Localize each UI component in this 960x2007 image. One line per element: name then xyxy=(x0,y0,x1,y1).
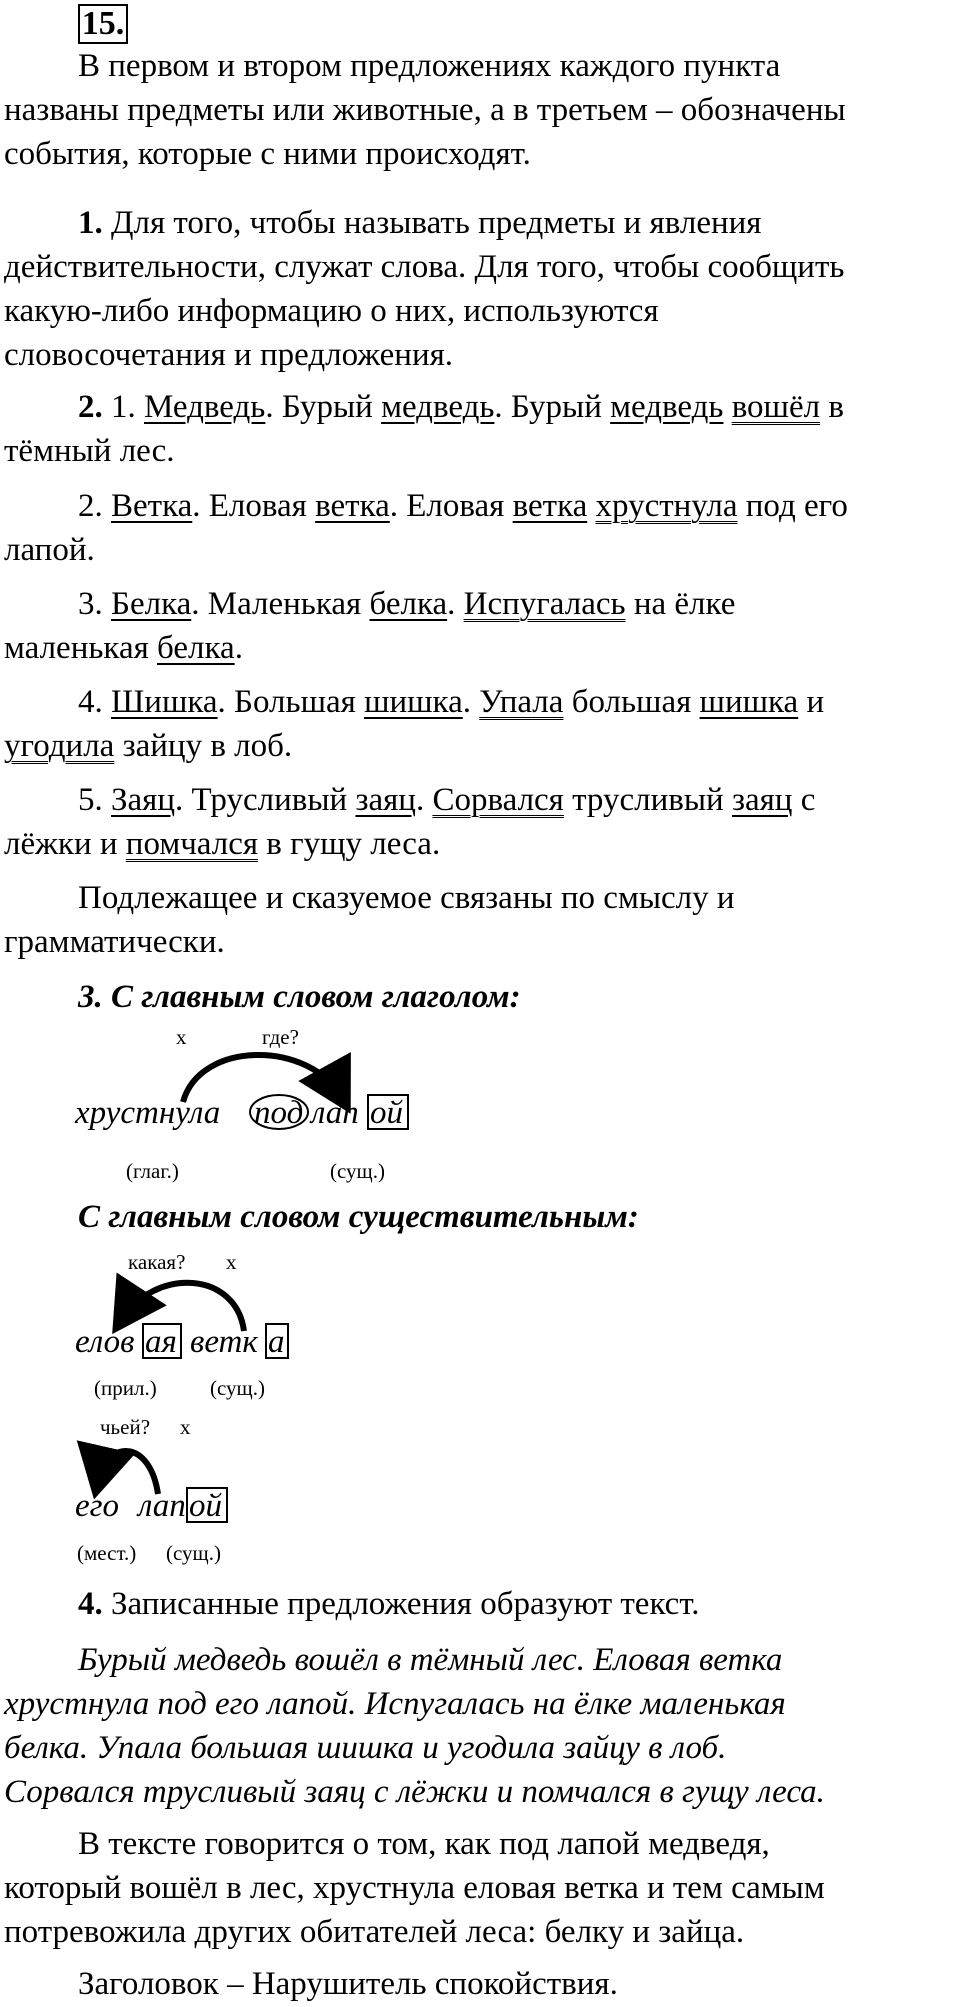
subject-word: Белка xyxy=(111,586,192,622)
preposition: под xyxy=(254,1095,304,1131)
subject-word: Ветка xyxy=(111,488,193,524)
subject-word: медведь xyxy=(610,389,724,425)
subject-word: медведь xyxy=(381,389,495,425)
dependent-stem: лап xyxy=(311,1095,359,1131)
subject-word: Медведь xyxy=(144,389,266,425)
part-of-speech-label: (сущ.) xyxy=(210,1376,265,1400)
part-of-speech-label: (сущ.) xyxy=(330,1159,385,1183)
subject-word: ветка xyxy=(315,488,390,524)
main-stem: ветк xyxy=(190,1324,258,1360)
task-number: 15. xyxy=(78,4,128,44)
point-2-sentence-5: 5. Заяц. Трусливый заяц. Сорвался трусливый заяц с лёжки и помчался в гущу леса. xyxy=(4,782,816,862)
point-1: 1. Для того, чтобы называть предметы и явления действительности, служат слова. Для того, чтобы сообщить какую-либо информацию о них, используются словосочетания и предложения. xyxy=(4,205,845,373)
text-title: Заголовок – Нарушитель спокойствия. xyxy=(78,1966,618,2002)
dependent-ending: ой xyxy=(370,1095,403,1131)
text-summary: В тексте говорится о том, как под лапой медведя, который вошёл в лес, хрустнула еловая ветка и тем самым потревожила других обитателей леса: белку и зайца. xyxy=(4,1826,825,1950)
point-2-sentence-3: 3. Белка. Маленькая белка. Испугалась на ёлке маленькая белка. xyxy=(4,586,736,666)
subject-word: заяц xyxy=(355,782,416,818)
subject-word: заяц xyxy=(731,782,793,818)
point-number: 1. xyxy=(78,205,103,241)
subject-word: ветка xyxy=(512,488,588,524)
question-mark-x: х xyxy=(226,1250,237,1274)
point-3-heading: 3. С главным словом глаголом: xyxy=(78,979,521,1015)
assembled-text: Бурый медведь вошёл в тёмный лес. Еловая ветка хрустнула под его лапой. Испугалась на ёлке маленькая белка. Упала большая шишка и угодила зайцу в лоб. Сорвался трусливый заяц с лёжки и помчался в гущу леса. xyxy=(4,1642,825,1810)
question-whose: чьей? xyxy=(100,1415,151,1439)
point-number: 2. xyxy=(78,389,103,425)
point-3-heading-noun: С главным словом существительным: xyxy=(78,1199,639,1235)
main-word: хрустнула xyxy=(75,1095,221,1131)
main-ending: ой xyxy=(189,1488,222,1524)
dependent-stem: елов xyxy=(75,1324,135,1360)
part-of-speech-label: (мест.) xyxy=(77,1541,137,1565)
predicate-word: Сорвался xyxy=(432,782,564,818)
question-mark-x: х xyxy=(176,1025,187,1049)
intro-paragraph: В первом и втором предложениях каждого пункта названы предметы или животные, а в третьем – обозначены события, которые с ними происходят. xyxy=(4,48,846,172)
part-of-speech-label: (сущ.) xyxy=(166,1541,221,1565)
subject-word: шишка xyxy=(364,684,463,720)
main-stem: лап xyxy=(138,1488,186,1524)
part-of-speech-label: (глаг.) xyxy=(126,1159,179,1183)
predicate-word: Испугалась xyxy=(463,586,626,622)
point-2-sentence-1: 2. 1. Медведь. Бурый медведь. Бурый медведь вошёл в тёмный лес. xyxy=(4,389,844,469)
dependent-ending: ая xyxy=(145,1324,177,1360)
point-2-sentence-2: 2. Ветка. Еловая ветка. Еловая ветка хрустнула под его лапой. xyxy=(4,488,848,568)
point-2-sentence-4: 4. Шишка. Большая шишка. Упала большая шишка и угодила зайцу в лоб. xyxy=(4,684,825,764)
predicate-word: помчался xyxy=(125,826,259,862)
part-of-speech-label: (прил.) xyxy=(94,1376,157,1400)
subject-word: Шишка xyxy=(111,684,218,720)
subject-word: белка xyxy=(369,586,448,622)
question-mark-x: х xyxy=(180,1415,191,1439)
phrase-diagram-pronoun xyxy=(0,1410,300,1575)
point-4: 4. Записанные предложения образуют текст. xyxy=(78,1586,700,1622)
point-2-conclusion: Подлежащее и сказуемое связаны по смыслу и грамматически. xyxy=(4,880,735,960)
dependent-word: его xyxy=(75,1488,120,1524)
question-which: какая? xyxy=(128,1250,186,1274)
predicate-word: хрустнула xyxy=(595,488,738,524)
phrase-diagram-adjective xyxy=(0,1245,360,1410)
subject-word: белка xyxy=(157,630,235,666)
subject-word: Заяц xyxy=(111,782,176,818)
predicate-word: вошёл xyxy=(731,389,821,425)
predicate-word: Упала xyxy=(479,684,564,720)
phrase-diagram-verb xyxy=(0,1020,500,1190)
question-where: где? xyxy=(262,1025,299,1049)
predicate-word: угодила xyxy=(4,728,115,764)
subject-word: шишка xyxy=(699,684,799,720)
main-ending: а xyxy=(268,1324,285,1360)
point-number: 4. xyxy=(78,1586,103,1622)
